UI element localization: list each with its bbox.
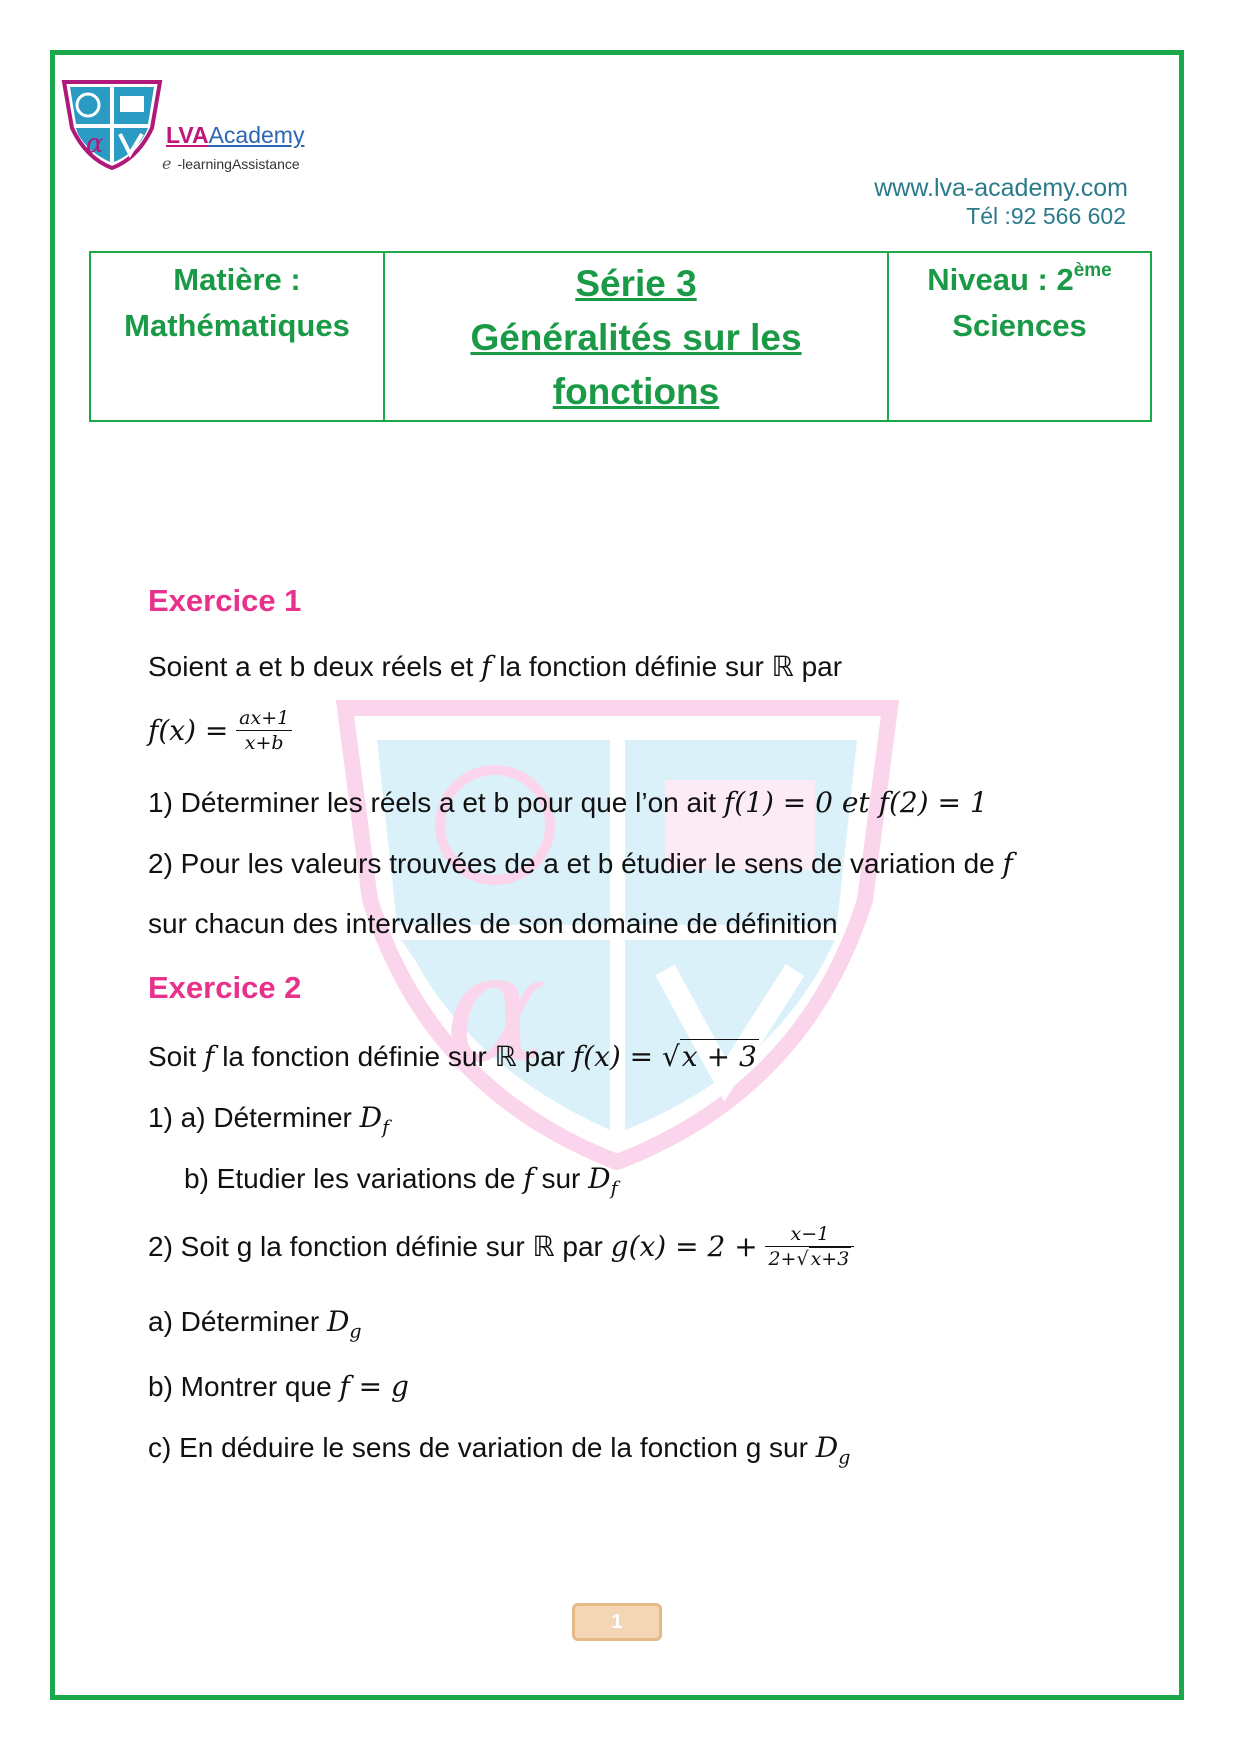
website-link[interactable]: www.lva-academy.com <box>874 174 1128 202</box>
ex2-question-a: a) Déterminer $D_g$ <box>148 1305 362 1343</box>
brand-tagline: e -learningAssistance <box>162 154 300 173</box>
subject-name: Mathématiques <box>124 308 350 343</box>
serie-cell <box>384 252 888 421</box>
level-label: Niveau : 2 <box>927 262 1074 297</box>
ex2-question-c: c) En déduire le sens de variation de la fonction g sur $D_g$ <box>148 1431 851 1469</box>
brand-name: LVAAcademy <box>166 122 305 148</box>
serie-title: Série 3 <box>575 263 697 304</box>
ex2-question-1b: b) Etudier les variations de f sur $D_f$ <box>184 1162 618 1200</box>
subject-label: Matière : <box>173 262 301 297</box>
sqrt-expression: √x + 3 <box>662 1040 757 1073</box>
exercise-2-title: Exercice 2 <box>148 970 302 1005</box>
title-table <box>89 251 1152 422</box>
ex2-intro: Soit f la fonction définie sur ℝ par f(x) = √x + 3 <box>148 1040 757 1073</box>
topic-line-2: fonctions <box>552 371 720 412</box>
ex1-question-2-cont: sur chacun des intervalles de son domaine de définition <box>148 908 838 939</box>
level-sup: ème <box>1073 260 1112 281</box>
svg-text:α: α <box>445 922 547 1096</box>
ex1-intro: Soient a et b deux réels et f la fonction définie sur ℝ par <box>148 650 843 683</box>
ex2-question-2: 2) Soit g la fonction définie sur ℝ par g(x) = 2 + $\frac{x-1}{2+√ x+3}$ <box>148 1222 854 1271</box>
subject-cell <box>90 252 384 421</box>
ex1-definition: f(x) = $\frac{ax+1}{x+b}$ <box>148 706 292 755</box>
ex1-question-1: 1) Déterminer les réels a et b pour que l’on ait f(1) = 0 et f(2) = 1 <box>148 786 988 819</box>
lva-academy-logo <box>58 78 166 170</box>
ex2-question-1a: 1) a) Déterminer $D_f$ <box>148 1101 390 1139</box>
level-cell <box>888 252 1151 421</box>
topic-line-1: Généralités sur les <box>470 317 802 358</box>
ex2-fraction: $\frac{x-1}{2+√ x+3}$ <box>765 1222 854 1271</box>
svg-text:α: α <box>86 129 104 159</box>
exercise-1-title: Exercice 1 <box>148 583 302 618</box>
phone-number: Tél :92 566 602 <box>966 203 1126 229</box>
ex1-fraction: $\frac{ax+1}{x+b}$ <box>236 706 292 755</box>
page-number: 1 <box>572 1603 662 1641</box>
level-stream: Sciences <box>952 308 1087 343</box>
ex2-question-b: b) Montrer que f = g <box>148 1370 409 1403</box>
ex1-question-2: 2) Pour les valeurs trouvées de a et b étudier le sens de variation de f <box>148 847 1013 880</box>
